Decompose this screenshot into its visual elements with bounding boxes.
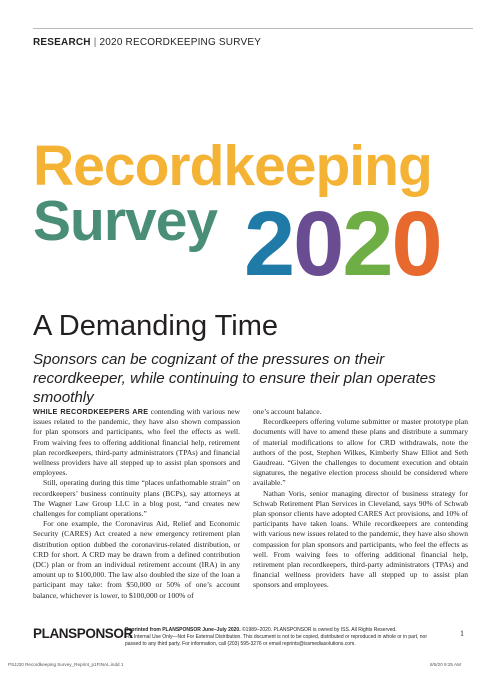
article-paragraph: one’s account balance. bbox=[253, 407, 322, 416]
lead-in: WHILE RECORDKEEPERS ARE bbox=[33, 407, 149, 416]
title-line-2: Survey bbox=[33, 189, 218, 253]
article-column-left bbox=[33, 407, 240, 601]
year-digit: 2 bbox=[342, 193, 392, 295]
article-column-right bbox=[253, 407, 468, 591]
year-digit: 0 bbox=[391, 193, 441, 295]
reprint-line-2: For Internal Use Only—Not For External Distribution. This document is not to be copied, distributed or reproduced in whole or in part, nor bbox=[125, 634, 427, 640]
lead-paragraph-text: contending with various new issues related to the pandemic, they have also shown compassion for plan sponsors and participants, who feel the effects as well. From waiving fees to offering additional financial help, retirement plan recordkeepers, third-party administrators (TPAs) and financial wellness providers have all stepped up to assist plan sponsors and employees. bbox=[33, 407, 240, 478]
print-slug-file: PSJJ20 Recordkeeping Survey_Reprint_p1FINAL.indd 1 bbox=[8, 662, 124, 667]
section-label-rest: 2020 RECORDKEEPING SURVEY bbox=[99, 37, 262, 48]
article-paragraph: Nathan Voris, senior managing director of business strategy for Schwab Retirement Plan Services in Cleveland, says 90% of Schwab plan sponsor clients have adopted CARES Act provisions, and 10% of participants have taken loans. While recordkeepers are contending with various new issues related to the pandemic, they have also shown compassion for plan sponsors and participants, who feel the effects as well. From waiving fees to offering additional financial help, retirement plan recordkeepers, third-party administrators (TPAs) and financial wellness providers have all stepped up to assist plan sponsors and employees. bbox=[253, 488, 468, 590]
reprint-source: Reprinted from PLANSPONSOR June–July 2020. bbox=[125, 627, 241, 633]
print-slug-timestamp: 8/5/20 9:25 AM bbox=[430, 662, 461, 667]
page-number: 1 bbox=[460, 629, 464, 638]
header-rule bbox=[33, 28, 473, 29]
section-label bbox=[33, 37, 261, 48]
year-digit: 2 bbox=[244, 193, 294, 295]
reprint-notice bbox=[125, 627, 455, 648]
section-separator: | bbox=[93, 37, 97, 48]
reprint-line-1 bbox=[125, 627, 455, 634]
article-paragraph bbox=[33, 407, 240, 478]
section-label-bold: RESEARCH bbox=[33, 37, 91, 48]
title-line-1: Recordkeeping bbox=[33, 134, 432, 198]
article-paragraph: Still, operating during this time “places unfathomable strain” on recordkeepers’ business continuity plans (BCPs), say attorneys at The Wagner Law Group LLC in a blog post, “and creates new challenges for compliant operations.” bbox=[33, 478, 240, 519]
title-year bbox=[244, 193, 441, 295]
plansponsor-logo: PLANSPONSOR bbox=[33, 626, 133, 641]
reprint-line-3: passed to any third party. For information, call (203) 595-3276 or email reprints@issmediasolutions.com. bbox=[125, 641, 356, 647]
year-digit: 0 bbox=[293, 193, 343, 295]
article-paragraph: For one example, the Coronavirus Aid, Relief and Economic Security (CARES) Act created a new emergency retirement plan distribution option dubbed the coronavirus-related distribution, or CRD for short. A CRD may be drawn from a defined contribution (DC) plan or from an individual retirement account (IRA) in any amount up to $100,000. The law also doubled the size of the loan a participant may take: from $50,000 or 50% of one’s account balance, whichever is lower, to $100,000 or 100% of bbox=[33, 519, 240, 600]
article-paragraph: Recordkeepers offering volume submitter or master prototype plan documents will have to amend these plans and distribute a summary of material modifications to allow for CRD withdrawals, note the authors of the post, Stephen Wilkes, Kimberly Shaw Elliot and Seth Gaudreau. “Given the challenges to document execution and obtain signatures, the negative election process should be considered where available.” bbox=[253, 417, 468, 488]
article-deck: Sponsors can be cognizant of the pressures on their recordkeeper, while continuing to ensure their plan operates smoothly bbox=[33, 351, 436, 406]
article-headline: A Demanding Time bbox=[33, 310, 279, 342]
reprint-copyright: ©1989–2020. PLANSPONSOR is owned by ISS. All Rights Reserved. bbox=[240, 627, 397, 633]
